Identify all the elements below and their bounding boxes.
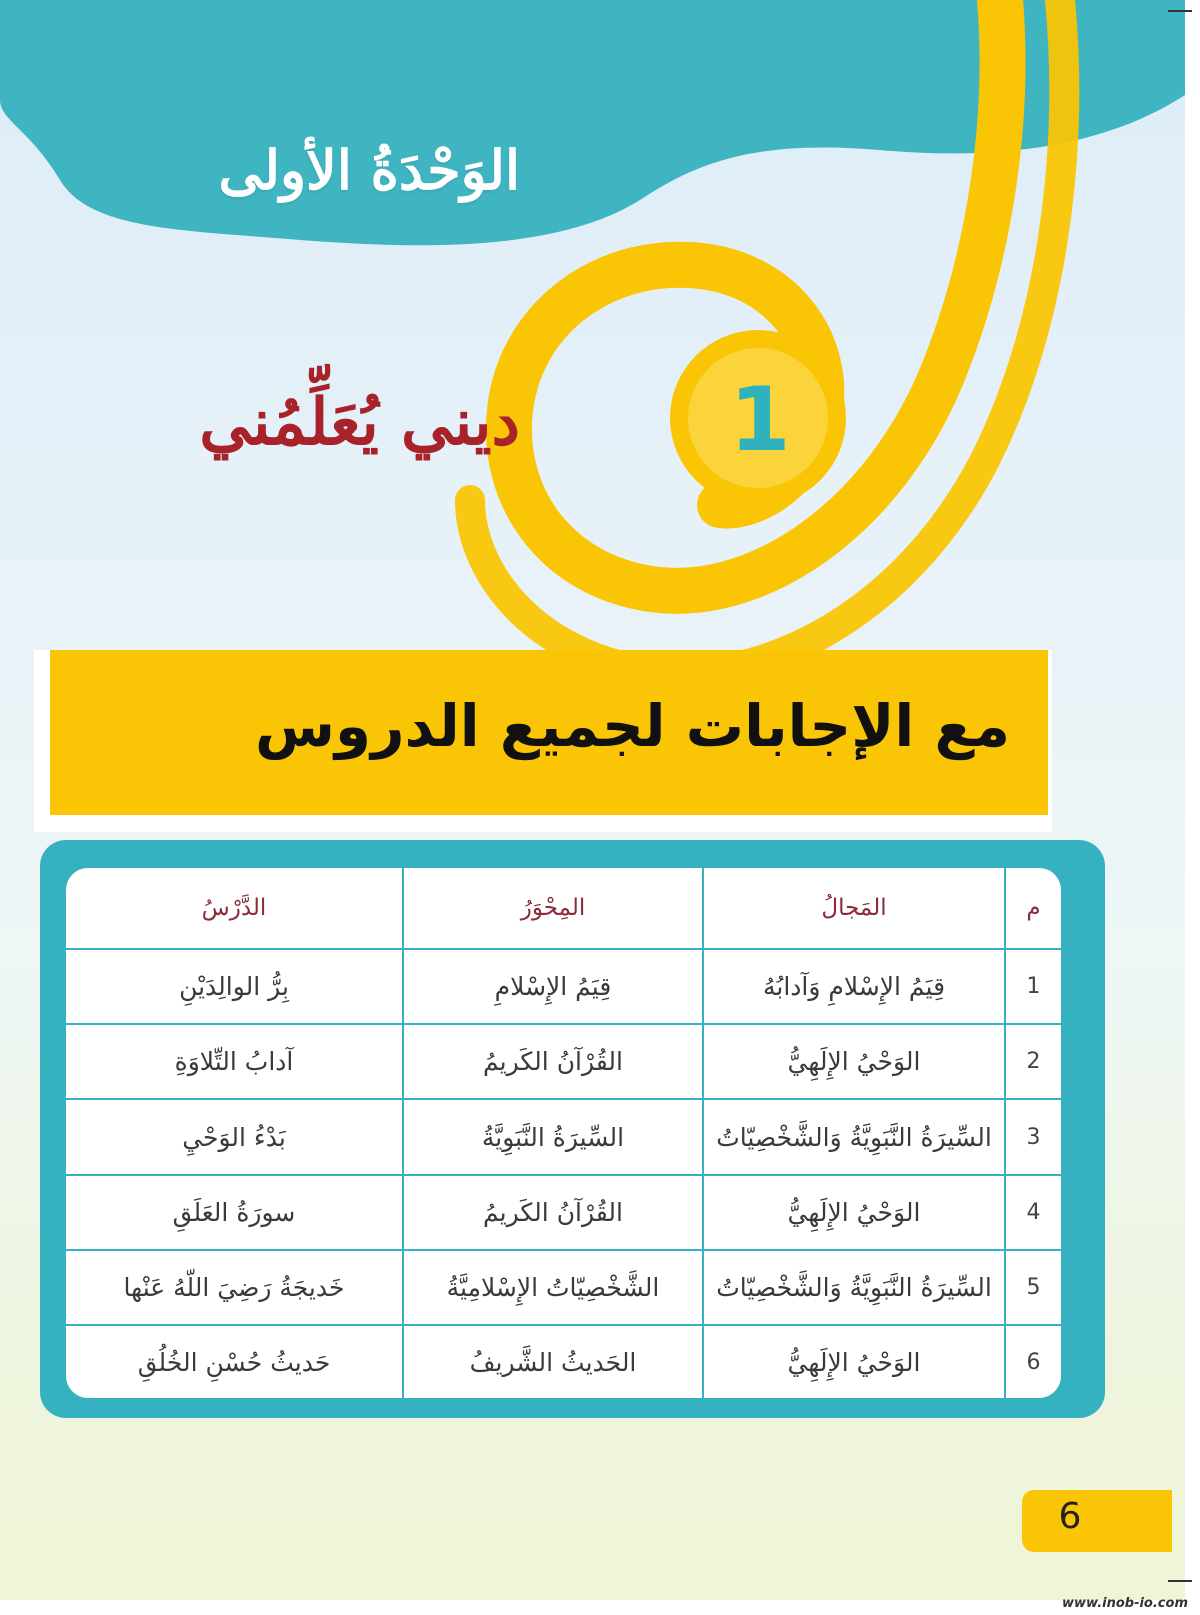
header-num: م bbox=[1005, 868, 1061, 949]
table-row bbox=[66, 1175, 1061, 1250]
row-lesson: آدابُ التِّلاوَةِ bbox=[66, 1024, 403, 1099]
row-field: الوَحْيُ الإِلَهِيُّ bbox=[703, 1325, 1005, 1398]
row-field: السِّيرَةُ النَّبَوِيَّةُ وَالشَّخْصِيّاتُ bbox=[703, 1099, 1005, 1174]
row-field: الوَحْيُ الإِلَهِيُّ bbox=[703, 1175, 1005, 1250]
row-lesson: بَدْءُ الوَحْيِ bbox=[66, 1099, 403, 1174]
table-row bbox=[66, 949, 1061, 1024]
row-axis: القُرْآنُ الكَريمُ bbox=[403, 1024, 703, 1099]
unit-title: الوَحْدَةُ الأولى bbox=[218, 138, 520, 202]
table-row bbox=[66, 1325, 1061, 1398]
table-row bbox=[66, 1024, 1061, 1099]
row-number: 4 bbox=[1005, 1175, 1061, 1250]
row-lesson: بِرُّ الوالِدَيْنِ bbox=[66, 949, 403, 1024]
row-field: قِيَمُ الإِسْلامِ وَآدابُهُ bbox=[703, 949, 1005, 1024]
header-axis: المِحْوَرُ bbox=[403, 868, 703, 949]
row-axis: الشَّخْصِيّاتُ الإِسْلامِيَّةُ bbox=[403, 1250, 703, 1325]
banner-text: مع الإجابات لجميع الدروس bbox=[255, 692, 1010, 760]
row-field: الوَحْيُ الإِلَهِيُّ bbox=[703, 1024, 1005, 1099]
lessons-table-container bbox=[66, 868, 1061, 1398]
row-lesson: سورَةُ العَلَقِ bbox=[66, 1175, 403, 1250]
lessons-table bbox=[66, 868, 1061, 1398]
lesson-title: ديني يُعَلِّمُني bbox=[199, 385, 520, 460]
table-row bbox=[66, 1099, 1061, 1174]
site-watermark: www.inob-io.com bbox=[1062, 1596, 1188, 1611]
row-number: 3 bbox=[1005, 1099, 1061, 1174]
unit-number: 1 bbox=[729, 368, 791, 471]
table-row bbox=[66, 1250, 1061, 1325]
row-lesson: حَديثُ حُسْنِ الخُلُقِ bbox=[66, 1325, 403, 1398]
row-field: السِّيرَةُ النَّبَوِيَّةُ وَالشَّخْصِيّاتُ bbox=[703, 1250, 1005, 1325]
row-axis: السِّيرَةُ النَّبَوِيَّةُ bbox=[403, 1099, 703, 1174]
table-header-row bbox=[66, 868, 1061, 949]
row-number: 6 bbox=[1005, 1325, 1061, 1398]
crop-mark-bottom bbox=[1168, 1580, 1192, 1582]
crop-mark-top bbox=[1168, 10, 1192, 12]
row-axis: الحَديثُ الشَّريفُ bbox=[403, 1325, 703, 1398]
row-number: 1 bbox=[1005, 949, 1061, 1024]
row-axis: قِيَمُ الإِسْلامِ bbox=[403, 949, 703, 1024]
row-number: 5 bbox=[1005, 1250, 1061, 1325]
page-number: 6 bbox=[1058, 1496, 1082, 1537]
row-lesson: خَديجَةُ رَضِيَ اللّهُ عَنْها bbox=[66, 1250, 403, 1325]
row-number: 2 bbox=[1005, 1024, 1061, 1099]
header-lesson: الدَّرْسُ bbox=[66, 868, 403, 949]
header-field: المَجالُ bbox=[703, 868, 1005, 949]
row-axis: القُرْآنُ الكَريمُ bbox=[403, 1175, 703, 1250]
